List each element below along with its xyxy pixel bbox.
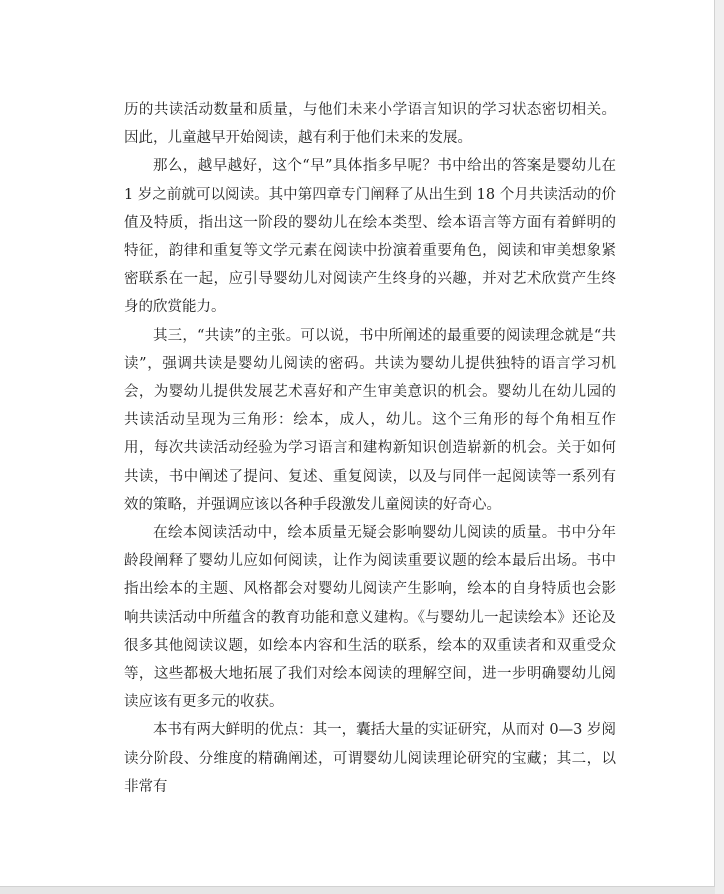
paragraph-2: 那么，越早越好，这个“早”具体指多早呢？书中给出的答案是婴幼儿在 1 岁之前就可以阅读。其中第四章专门阐释了从出生到 18 个月共读活动的价值及特质，指出这一阶段的婴幼儿在绘本类型、绘本语言等方面有着鲜明的特征，韵律和重复等文学元素在阅读中扮演着重要角色，阅读和审美想象紧密联系在一起，应引导婴幼儿对阅读产生终身的兴趣，并对艺术欣赏产生终身的欣赏能力。 xyxy=(124,158,616,316)
paragraph-5: 本书有两大鲜明的优点：其一，囊括大量的实证研究，从而对 0—3 岁阅读分阶段、分维度的精确阐述，可谓婴幼儿阅读理论研究的宝藏；其二，以非常有 xyxy=(124,722,616,795)
body-text xyxy=(124,96,616,801)
paragraph-4: 在绘本阅读活动中，绘本质量无疑会影响婴幼儿阅读的质量。书中分年龄段阐释了婴幼儿应如何阅读，让作为阅读重要议题的绘本最后出场。书中指出绘本的主题、风格都会对婴幼儿阅读产生影响，绘本的自身特质也会影响共读活动中所蕴含的教育功能和意义建构。《与婴幼儿一起读绘本》还论及很多其他阅读议题，如绘本内容和生活的联系，绘本的双重读者和双重受众等，这些都极大地拓展了我们对绘本阅读的理解空间，进一步明确婴幼儿阅读应该有更多元的收获。 xyxy=(124,525,616,711)
paragraph-1: 历的共读活动数量和质量，与他们未来小学语言知识的学习状态密切相关。因此，儿童越早开始阅读，越有利于他们未来的发展。 xyxy=(124,102,616,147)
paragraph-3: 其三，“共读”的主张。可以说，书中所阐述的最重要的阅读理念就是“共读”，强调共读是婴幼儿阅读的密码。共读为婴幼儿提供独特的语言学习机会，为婴幼儿提供发展艺术喜好和产生审美意识的机会。婴幼儿在幼儿园的共读活动呈现为三角形：绘本，成人，幼儿。这个三角形的每个角相互作用，每次共读活动经验为学习语言和建构新知识创造崭新的机会。关于如何共读，书中阐述了提问、复述、重复阅读，以及与同伴一起阅读等一系列有效的策略，并强调应该以各种手段激发儿童阅读的好奇心。 xyxy=(124,327,616,513)
window-scroll-gutter[interactable] xyxy=(715,0,724,894)
